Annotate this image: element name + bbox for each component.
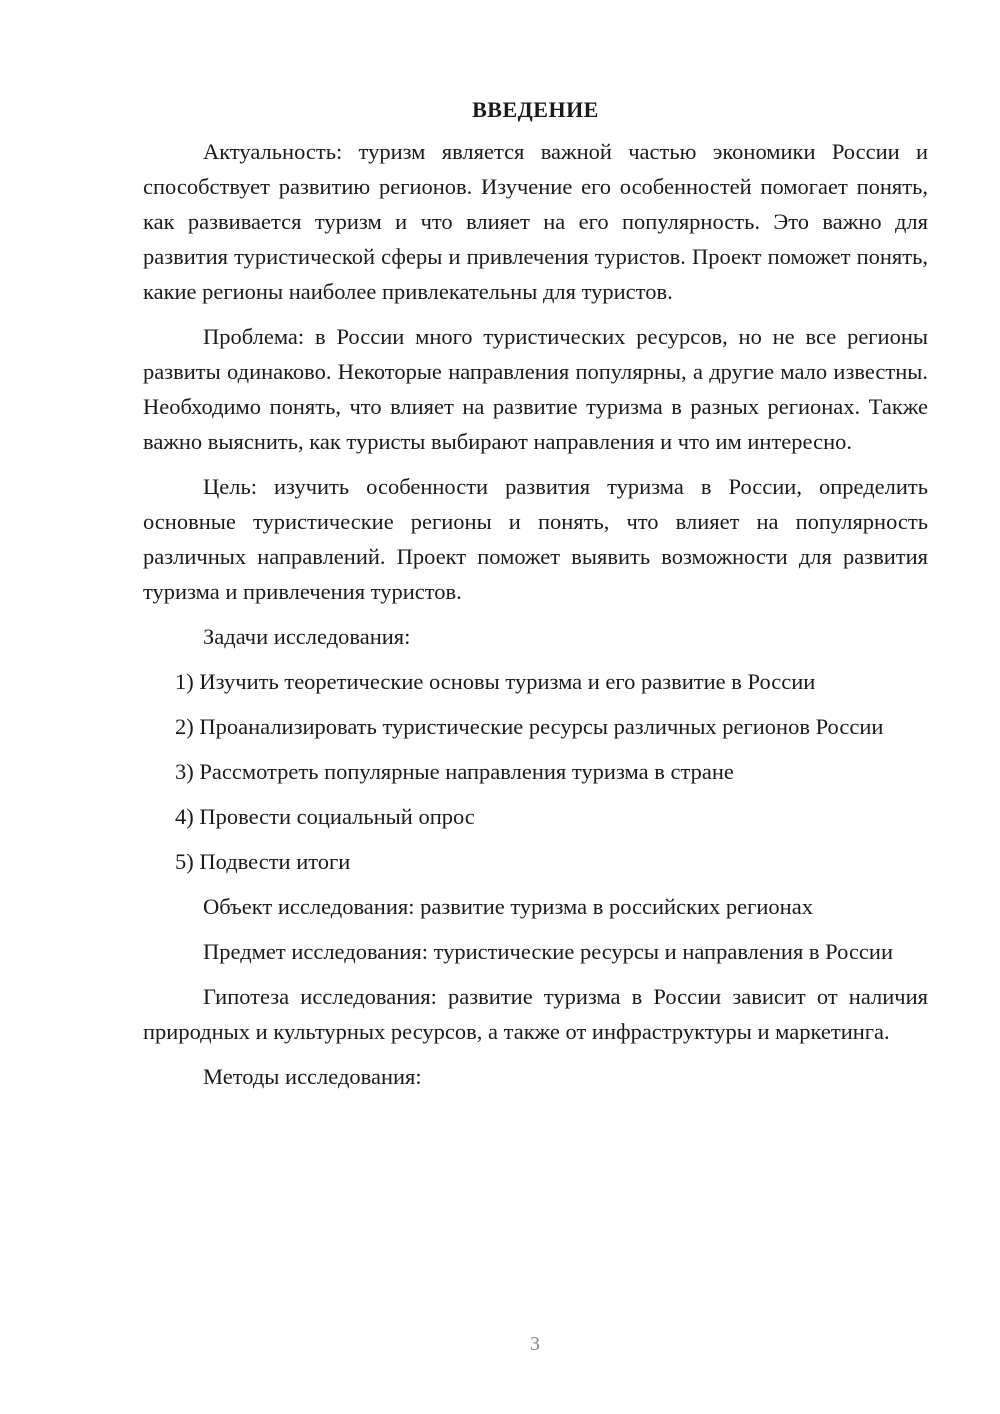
paragraph-subject: Предмет исследования: туристические ресурсы и направления в России [203, 939, 893, 964]
methods-heading: Методы исследования: [203, 1064, 422, 1089]
page-number: 3 [530, 1333, 540, 1355]
paragraph-relevance: Актуальность: туризм является важной частью экономики России и способствует развитию регионов. Изучение его особенностей помогает понять, как развивается туризм и что влияет на его популярность. Это важно для развития туристической сферы и привлечения туристов. Проект поможет понять, какие регионы наиболее привлекательны для туристов. [143, 139, 928, 304]
task-item-1: 1) Изучить теоретические основы туризма и его развитие в России [175, 669, 816, 694]
page-content [143, 92, 928, 1094]
paragraph-problem: Проблема: в России много туристических ресурсов, но не все регионы развиты одинаково. Некоторые направления популярны, а другие мало известны. Необходимо понять, что влияет на развитие туризма в разных регионах. Также важно выяснить, как туристы выбирают направления и что им интересно. [143, 324, 928, 454]
tasks-heading: Задачи исследования: [203, 624, 411, 649]
paragraph-goal: Цель: изучить особенности развития туризма в России, определить основные туристические регионы и понять, что влияет на популярность различных направлений. Проект поможет выявить возможности для развития туризма и привлечения туристов. [143, 474, 928, 604]
paragraph-hypothesis: Гипотеза исследования: развитие туризма в России зависит от наличия природных и культурных ресурсов, а также от инфраструктуры и маркетинга. [143, 984, 928, 1044]
task-item-4: 4) Провести социальный опрос [175, 804, 475, 829]
task-item-3: 3) Рассмотреть популярные направления туризма в стране [175, 759, 734, 784]
page-title: ВВЕДЕНИЕ [472, 97, 599, 122]
paragraph-object: Объект исследования: развитие туризма в российских регионах [203, 894, 813, 919]
task-item-2: 2) Проанализировать туристические ресурсы различных регионов России [175, 714, 884, 739]
task-item-5: 5) Подвести итоги [175, 849, 351, 874]
